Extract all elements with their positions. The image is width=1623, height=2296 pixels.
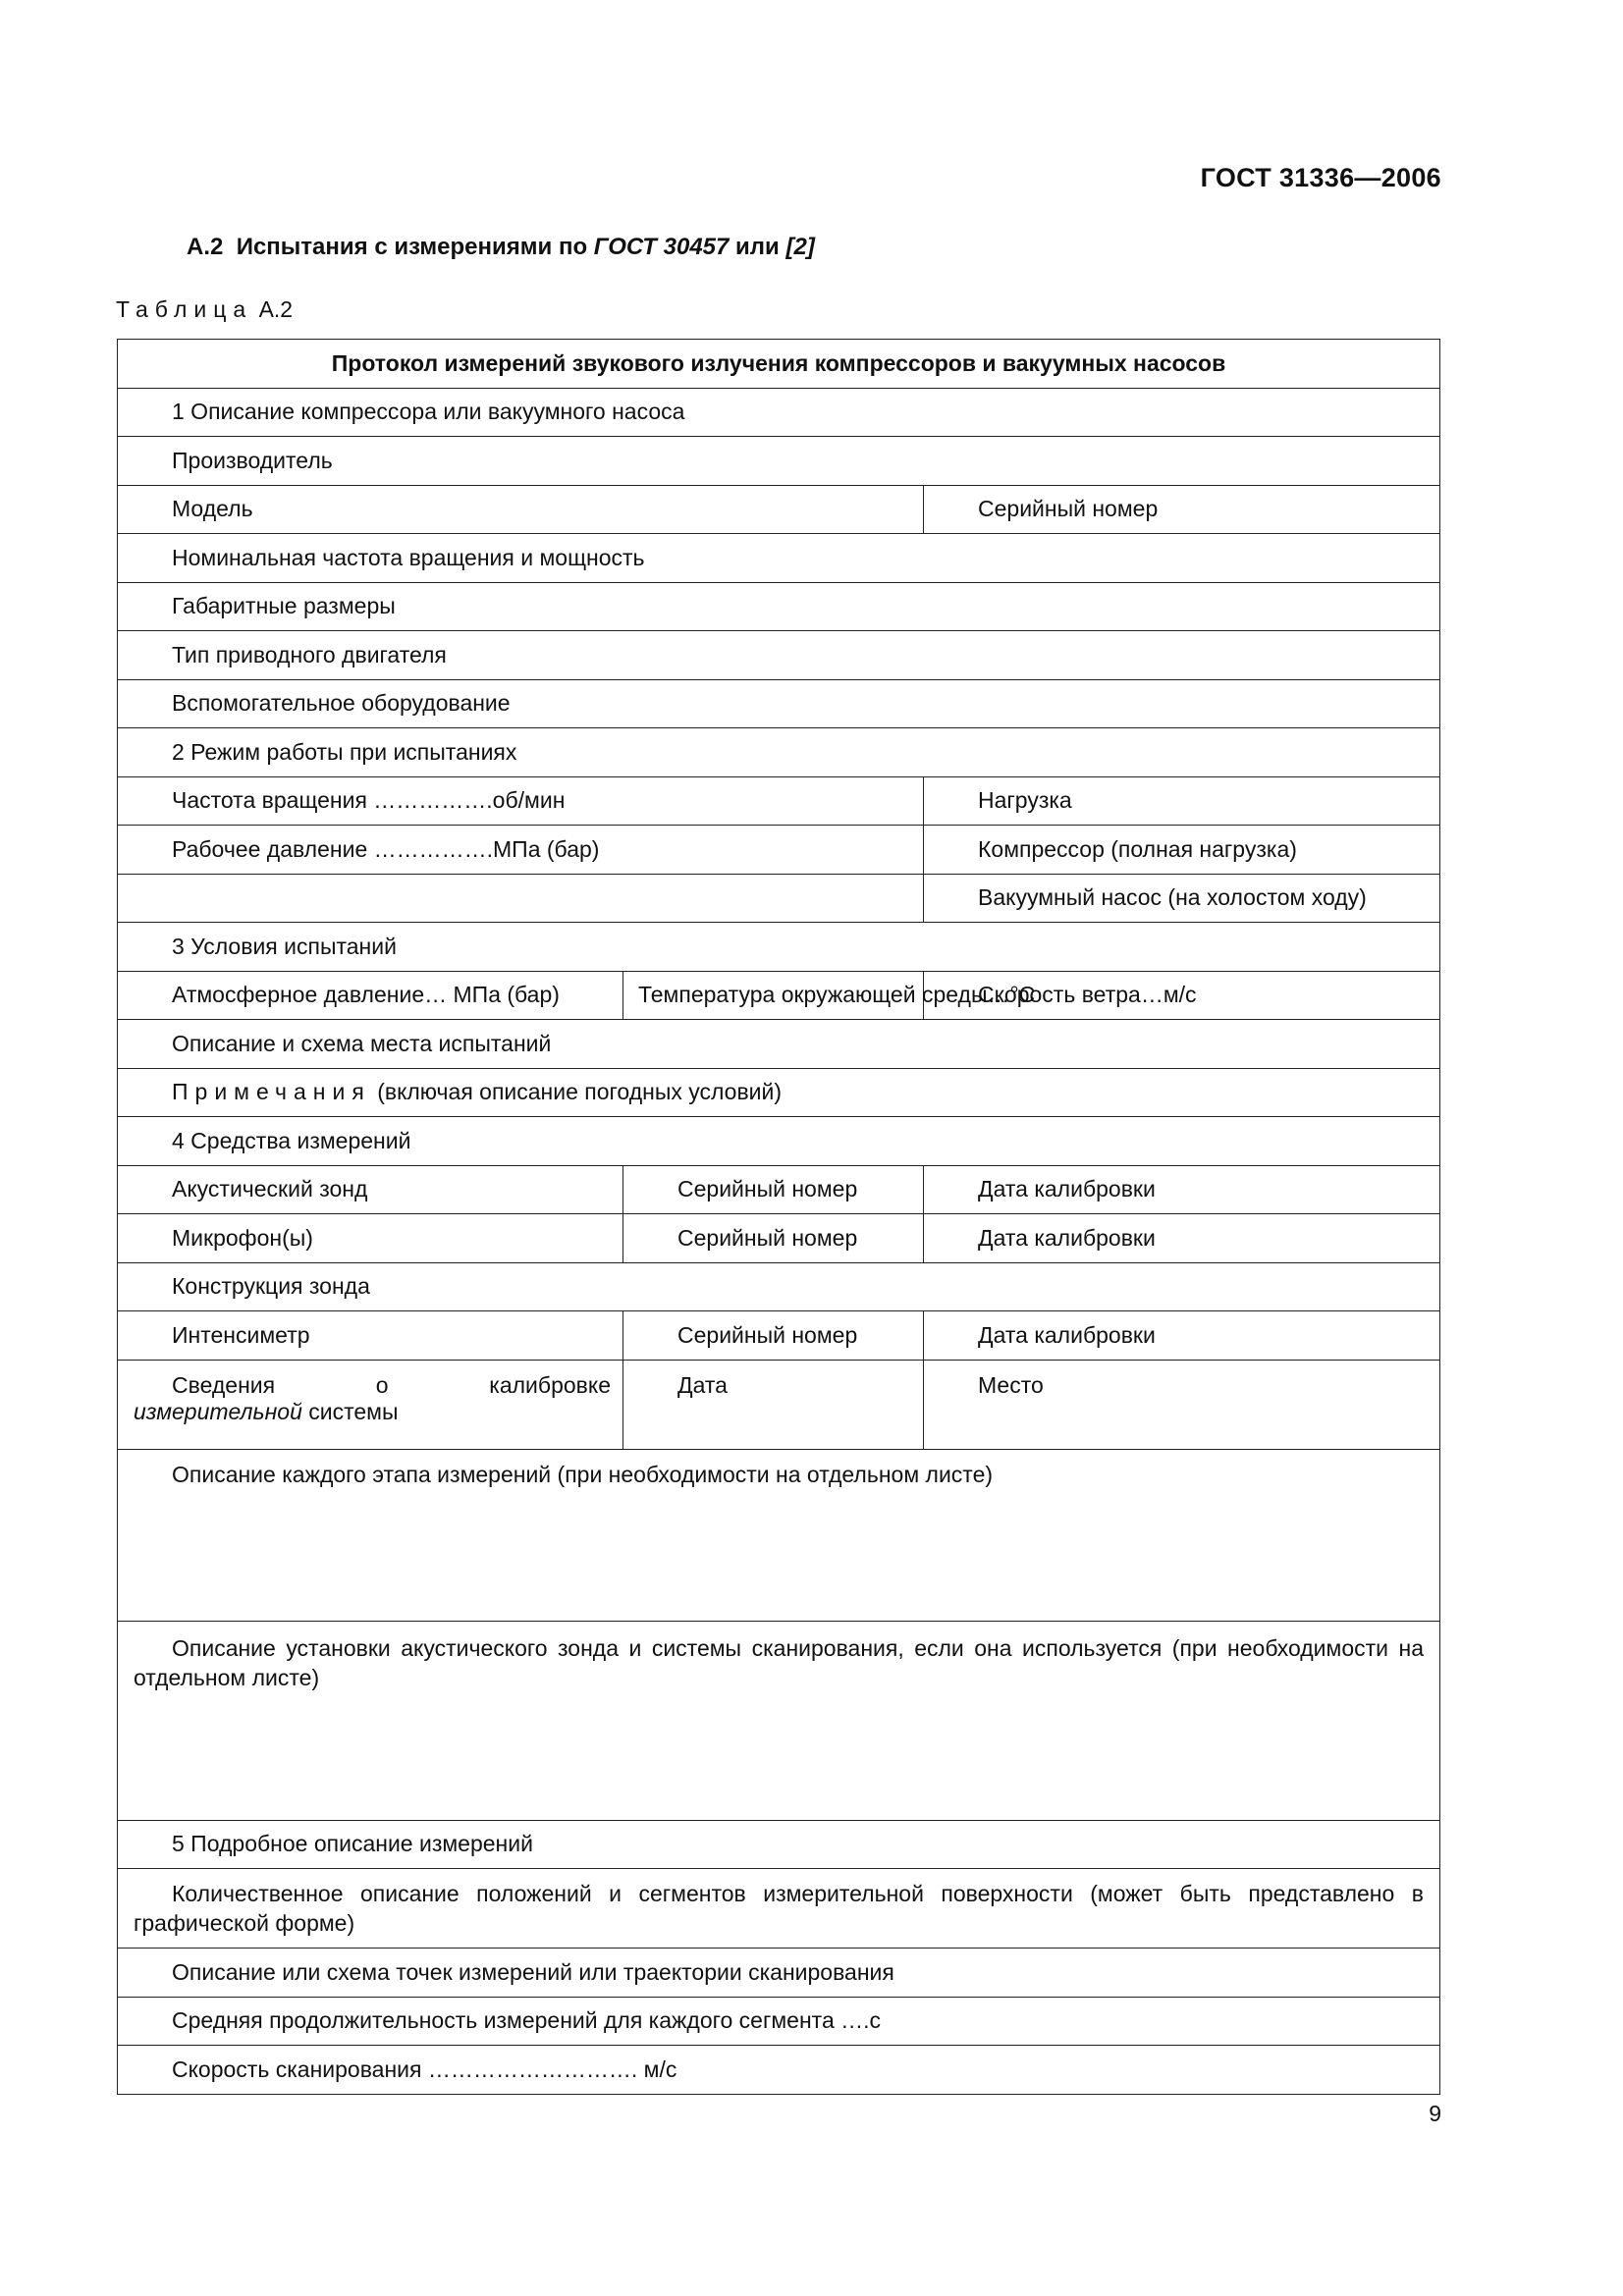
drive-type-field: Тип приводного двигателя — [118, 631, 1440, 680]
calibration-info-word-3: калибровке — [489, 1371, 611, 1398]
quantitative-description-field: Количественное описание положений и сегментов измерительной поверхности (может быть представлено в графической форме) — [118, 1869, 1440, 1949]
atm-pressure-field: Атмосферное давление… МПа (бар) — [118, 971, 623, 1020]
rotation-speed-field: Частота вращения …………….об/мин — [118, 776, 924, 826]
page-number: 9 — [1429, 2101, 1441, 2126]
notes-rest: (включая описание погодных условий) — [377, 1079, 783, 1105]
site-description-field: Описание и схема места испытаний — [118, 1020, 1440, 1069]
stage-description-field: Описание каждого этапа измерений (при необходимости на отдельном листе) — [118, 1449, 1440, 1621]
table-label — [116, 296, 293, 323]
intensimeter-serial-field: Серийный номер — [623, 1311, 924, 1361]
probe-serial-field: Серийный номер — [623, 1165, 924, 1214]
section-number: А.2 — [187, 234, 224, 260]
protocol-table — [117, 339, 1440, 2095]
section-ref-2: [2] — [785, 234, 815, 260]
working-pressure-field: Рабочее давление …………….МПа (бар) — [118, 826, 924, 875]
notes-word: Примечания — [172, 1079, 371, 1105]
section-heading — [187, 234, 815, 261]
calibration-info-line-2 — [134, 1399, 611, 1425]
aux-equipment-field: Вспомогательное оборудование — [118, 679, 1440, 728]
section-4-title: 4 Средства измерений — [118, 1117, 1440, 1166]
intensimeter-calibration-field: Дата калибровки — [924, 1311, 1440, 1361]
table-label-number: А.2 — [258, 296, 294, 322]
compressor-load-field: Компрессор (полная нагрузка) — [924, 826, 1440, 875]
calibration-info-line-1 — [172, 1372, 611, 1399]
table-caption: Протокол измерений звукового излучения компрессоров и вакуумных насосов — [118, 340, 1440, 389]
wind-speed-field: Скорость ветра…м/с — [924, 971, 1440, 1020]
calibration-info-end: системы — [308, 1398, 399, 1424]
calibration-date-field: Дата — [623, 1360, 924, 1449]
scan-speed-field: Скорость сканирования ………………………. м/с — [118, 2046, 1440, 2095]
calibration-info-word-1: Сведения — [172, 1371, 276, 1398]
notes-field — [118, 1068, 1440, 1117]
nominal-speed-power-field: Номинальная частота вращения и мощность — [118, 534, 1440, 583]
model-field: Модель — [118, 485, 924, 534]
serial-number-field: Серийный номер — [924, 485, 1440, 534]
section-ref-gost: ГОСТ 30457 — [593, 234, 730, 260]
probe-calibration-field: Дата калибровки — [924, 1165, 1440, 1214]
probe-design-field: Конструкция зонда — [118, 1262, 1440, 1311]
section-3-title: 3 Условия испытаний — [118, 923, 1440, 972]
microphones-field: Микрофон(ы) — [118, 1214, 623, 1263]
section-2-title: 2 Режим работы при испытаниях — [118, 728, 1440, 777]
calibration-place-field: Место — [924, 1360, 1440, 1449]
calibration-info-word-2: о — [375, 1371, 389, 1398]
section-5-title: 5 Подробное описание измерений — [118, 1820, 1440, 1869]
dimensions-field: Габаритные размеры — [118, 582, 1440, 631]
ambient-temp-text: Температура окружающей среды…°С — [638, 982, 1036, 1008]
calibration-info-field — [118, 1360, 623, 1449]
document-code: ГОСТ 31336—2006 — [1200, 163, 1441, 192]
table-label-word: Таблица — [116, 296, 253, 322]
calibration-info-italic: измерительной — [134, 1398, 302, 1424]
vacuum-pump-idle-field: Вакуумный насос (на холостом ходу) — [924, 874, 1440, 923]
microphones-serial-field: Серийный номер — [623, 1214, 924, 1263]
intensimeter-field: Интенсиметр — [118, 1311, 623, 1361]
load-field: Нагрузка — [924, 776, 1440, 826]
probe-setup-field: Описание установки акустического зонда и системы сканирования, если она используется (при необходимости на отдельном листе) — [118, 1621, 1440, 1820]
section-1-title: 1 Описание компрессора или вакуумного насоса — [118, 388, 1440, 437]
points-description-field: Описание или схема точек измерений или траектории сканирования — [118, 1949, 1440, 1998]
acoustic-probe-field: Акустический зонд — [118, 1165, 623, 1214]
section-title-prefix: Испытания с измерениями по — [236, 234, 588, 260]
avg-duration-field: Средняя продолжительность измерений для каждого сегмента ….с — [118, 1997, 1440, 2046]
microphones-calibration-field: Дата калибровки — [924, 1214, 1440, 1263]
section-conj: или — [735, 234, 780, 260]
ambient-temp-field — [623, 971, 1036, 1020]
manufacturer-field: Производитель — [118, 437, 1440, 486]
empty-cell — [118, 874, 924, 923]
